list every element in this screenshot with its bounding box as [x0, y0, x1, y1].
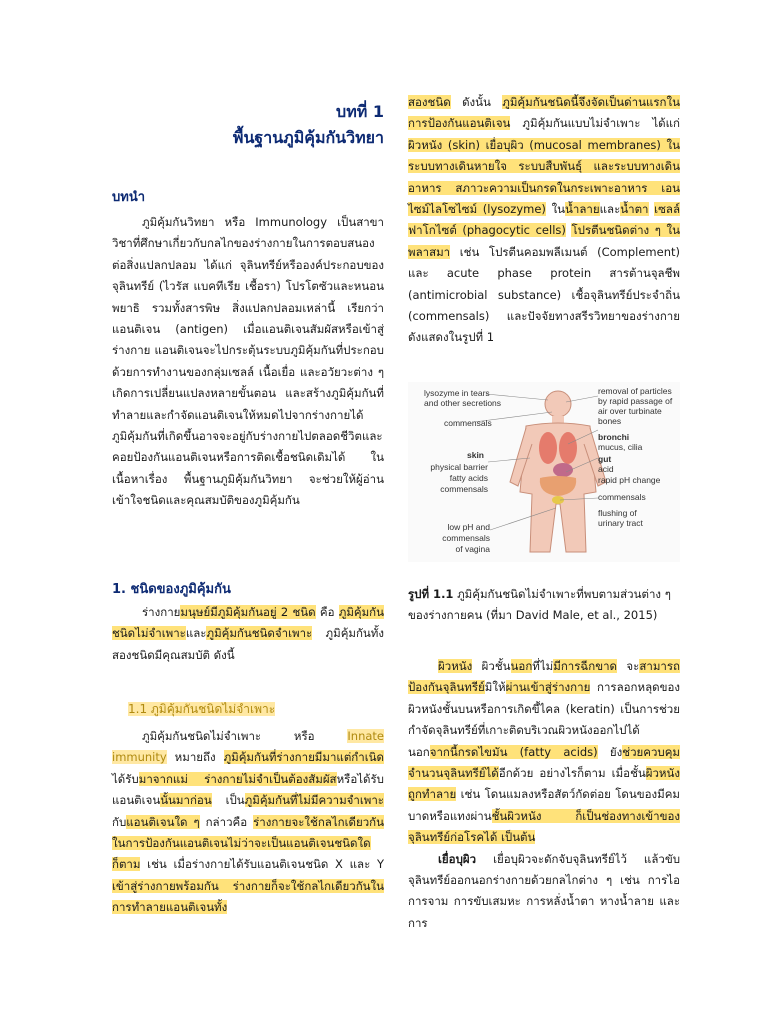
- highlight: มีการฉีกขาด: [553, 659, 617, 673]
- section1-heading: 1. ชนิดของภูมิคุ้มกัน: [112, 582, 231, 597]
- right-bottom-body: [408, 656, 680, 934]
- chapter-number: บทที่ 1: [336, 102, 384, 121]
- highlight: มนุษย์มีภูมิคุ้มกันอยู่ 2 ชนิด: [180, 605, 316, 619]
- text-run: ได้รับ: [112, 771, 139, 786]
- fig-label: lysozyme in tears: [424, 388, 490, 398]
- highlight: น้ำลาย: [565, 202, 600, 217]
- fig-label: flushing of: [598, 508, 637, 518]
- section1-body: [112, 602, 384, 666]
- highlight: แอนติเจนใด ๆ: [126, 814, 200, 829]
- fig-label: fatty acids: [449, 473, 488, 483]
- subsection-heading: [128, 700, 275, 719]
- highlight: ภูมิคุ้มกันที่ไม่มีความจำเพาะ: [244, 793, 384, 808]
- text-run: เช่น โปรตีนคอมพลีเมนต์ (Complement) และ acute phase protein สารต้านจุลชีพ (antimicrobial substance) เชื้อจุลินทรีย์ประจำถิ่น (commensals) และปัจจัยทางสรีรวิทยาของร่างกาย ดังแสดงในรูปที่ 1: [408, 244, 680, 345]
- highlight: ผิวหนัง (skin) เยื่อบุผิว (mucosal membranes) ในระบบทางเดินหายใจ ระบบสืบพันธุ์ และระบบทางเดินอาหาร สภาวะความเป็นกรดในกระเพาะอาหาร เอนไซม์ไลโซไซม์ (lysozyme): [408, 137, 680, 217]
- text-run: คือ: [315, 605, 339, 619]
- text-run: ภูมิคุ้มกันทั้งสองชนิดมีคุณสมบัติ ดังนี้: [112, 626, 384, 662]
- fig-label: commensals: [442, 533, 490, 543]
- highlight: มาจากแม่ ร่างกายไม่จำเป็นต้องสัมผัส: [138, 771, 337, 786]
- text-run: ที่ไม่: [532, 659, 554, 673]
- text-run: จะ: [617, 659, 640, 673]
- fig-label: mucus, cilia: [598, 442, 643, 452]
- fig-label: of vagina: [455, 544, 490, 554]
- fig-label: low pH and: [447, 522, 490, 532]
- right-top-body: [408, 92, 680, 349]
- fig-label: physical barrier: [430, 462, 488, 472]
- section1-para2: [112, 726, 384, 919]
- text-run: เป็น: [211, 793, 245, 808]
- intro-heading: บทนำ: [112, 190, 146, 205]
- highlight: สองชนิด: [408, 95, 451, 109]
- caption-label: รูปที่ 1.1: [408, 587, 454, 601]
- section1-para1: [112, 602, 384, 666]
- highlight: โปรตีนชนิดต่าง ๆ ในพลาสมา: [408, 223, 680, 259]
- caption-text: ภูมิคุ้มกันชนิดไม่จำเพาะที่พบตามส่วนต่าง ๆ ของร่างกายคน (ที่มา David Male, et al., 2015): [408, 587, 671, 622]
- intro-paragraph: ภูมิคุ้มกันวิทยา หรือ Immunology เป็นสาขาวิชาที่ศึกษาเกี่ยวกับกลไกของร่างกายในการตอบสนองต่อสิ่งแปลกปลอม ได้แก่ จุลินทรีย์หรือองค์ประกอบของจุลินทรีย์ (ไวรัส แบคทีเรีย เชื้อรา) โปรโตซัวและหนอนพยาธิ รวมทั้งสารพิษ สิ่งแปลกปลอมเหล่านี้ เรียกว่า แอนติเจน (antigen) เมื่อแอนติเจนสัมผัสหรือเข้าสู่ร่างกาย แอนติเจนจะไปกระตุ้นระบบภูมิคุ้มกันที่ประกอบด้วยการทำงานของกลุ่มเซลล์ เนื้อเยื่อ และอวัยวะต่าง ๆ เกิดการเปลี่ยนแปลงหลายขั้นตอน และสร้างภูมิคุ้มกันที่ทำลายและกำจัดแอนติเจนให้หมดไปจากร่างกายได้ ภูมิคุ้มกันที่เกิดขึ้นอาจจะอยู่กับร่างกายไปตลอดชีวิตและคอยป้องกันแอนติเจนหรือการติดเชื้อชนิดเดิมได้ ในเนื้อหาเรื่อง พื้นฐานภูมิคุ้มกันวิทยา จะช่วยให้ผู้อ่านเข้าใจชนิดและคุณสมบัติของภูมิคุ้มกัน: [112, 215, 384, 508]
- intro-body: [112, 212, 384, 512]
- text-run: หรือได้รับแอนติเจน: [112, 771, 384, 808]
- fig-label: commensals: [444, 418, 492, 428]
- mucosa-paragraph: [408, 849, 680, 935]
- highlight: เซลล์ฟาโกไซต์ (phagocytic cells): [408, 202, 680, 238]
- right-para1: [408, 92, 680, 349]
- text-run: หมายถึง: [166, 750, 224, 765]
- text-run: เยื่อบุผิวจะดักจับจุลินทรีย์ไว้ แล้วขับจุลินทรีย์ออกนอกร่างกายด้วยกลไกต่าง ๆ เช่น การไอ การจาม การขับเสมหะ การหลั่งน้ำตา หางน้ำลาย และการ: [408, 851, 680, 930]
- fig-label: air over turbinate: [598, 406, 662, 416]
- fig-label: bronchi: [598, 432, 630, 442]
- highlight: ผ่านเข้าสู่ร่างกาย: [505, 680, 591, 695]
- subsection-body: [112, 726, 384, 919]
- text-run: ยัง: [597, 744, 623, 759]
- text-run: และ: [599, 202, 621, 217]
- fig-label: commensals: [598, 492, 646, 502]
- fig-label: commensals: [440, 484, 488, 494]
- text-run: ดังนั้น: [450, 95, 503, 109]
- highlight: Innate immunity: [112, 729, 384, 765]
- text-run: ภูมิคุ้มกันแบบไม่จำเพาะ ได้แก่: [510, 116, 680, 131]
- mucosa-term: เยื่อบุผิว: [438, 851, 477, 866]
- highlight: ภูมิคุ้มกันชนิดนี้จึงจัดเป็นด่านแรกในการป้องกันแอนติเจน: [408, 95, 680, 131]
- text-run: และ: [185, 626, 207, 641]
- text-run: เช่น โดนแมลงหรือสัตว์กัดต่อย โดนของมีคมบาดหรือแทงผ่าน: [408, 787, 680, 823]
- immune-barrier-figure: [408, 382, 680, 562]
- fig-label: gut: [598, 454, 612, 464]
- skin-paragraph: [408, 656, 680, 849]
- text-run: ร่างกาย: [142, 605, 181, 619]
- fig-label: by rapid passage of: [598, 396, 673, 406]
- highlight: ผิวหนังถูกทำลาย: [408, 766, 680, 802]
- text-run: กับ: [112, 814, 127, 829]
- text-run: กล่าวคือ: [199, 814, 254, 829]
- fig-label: skin: [466, 450, 484, 460]
- text-run: ภูมิคุ้มกันชนิดไม่จำเพาะ หรือ: [142, 729, 348, 743]
- text-run: อีกด้วย อย่างไรก็ตาม เมื่อชั้น: [498, 766, 646, 781]
- subsection-title: 1.1 ภูมิคุ้มกันชนิดไม่จำเพาะ: [128, 702, 276, 716]
- text-run: การลอกหลุดของผิวหนังชั้นบนหรือการเกิดขี้ไคล (keratin) เป็นการช่วยกำจัดจุลินทรีย์ที่เกาะติดบริเวณผิวหนังออกไปได้ นอก: [408, 680, 680, 759]
- chapter-title: พื้นฐานภูมิคุ้มกันวิทยา: [232, 128, 384, 147]
- highlight: น้ำตา: [620, 202, 649, 217]
- highlight: ชั้นผิวหนัง ก็เป็นช่องทางเข้าของจุลินทรีย์ก่อโรคได้ เป็นต้น: [408, 808, 680, 845]
- highlight: ภูมิคุ้มกันชนิดจำเพาะ: [206, 626, 313, 641]
- text-run: ใน: [545, 202, 566, 217]
- text-run: ผิวชั้น: [472, 659, 511, 673]
- figure-caption: [408, 584, 680, 626]
- fig-label: rapid pH change: [598, 475, 661, 485]
- fig-label: and other secretions: [424, 398, 502, 408]
- highlight: ภูมิคุ้มกันที่ร่างกายมีมาแต่กำเนิด: [223, 750, 384, 765]
- highlight: ร่างกายจะใช้กลไกเดียวกันในการป้องกันแอนติเจนไม่ว่าจะเป็นแอนติเจนชนิดใดก็ตาม: [112, 814, 384, 872]
- fig-label: bones: [598, 416, 622, 426]
- text-run: เช่น เมื่อร่างกายได้รับแอนติเจนชนิด X และ Y: [140, 857, 384, 872]
- fig-label: removal of particles: [598, 386, 672, 396]
- highlight: นั้นมาก่อน: [160, 793, 212, 808]
- highlight: จากนี้กรดไขมัน (fatty acids): [429, 744, 598, 759]
- highlight: ผิวหนัง: [438, 659, 473, 673]
- fig-label: acid: [598, 464, 614, 474]
- fig-label: urinary tract: [598, 518, 643, 528]
- text-run: มิให้: [484, 680, 506, 695]
- highlight: ภูมิคุ้มกันชนิดไม่จำเพาะ: [112, 605, 384, 641]
- highlight: ช่วยควบคุมจำนวนจุลินทรีย์ได้: [408, 744, 680, 781]
- highlight: สามารถป้องกันจุลินทรีย์: [408, 659, 680, 695]
- highlight: นอก: [510, 659, 533, 673]
- highlight: เข้าสู่ร่างกายพร้อมกัน ร่างกายก็จะใช้กลไกเดียวกันในการทำลายแอนติเจนทั้ง: [112, 878, 384, 915]
